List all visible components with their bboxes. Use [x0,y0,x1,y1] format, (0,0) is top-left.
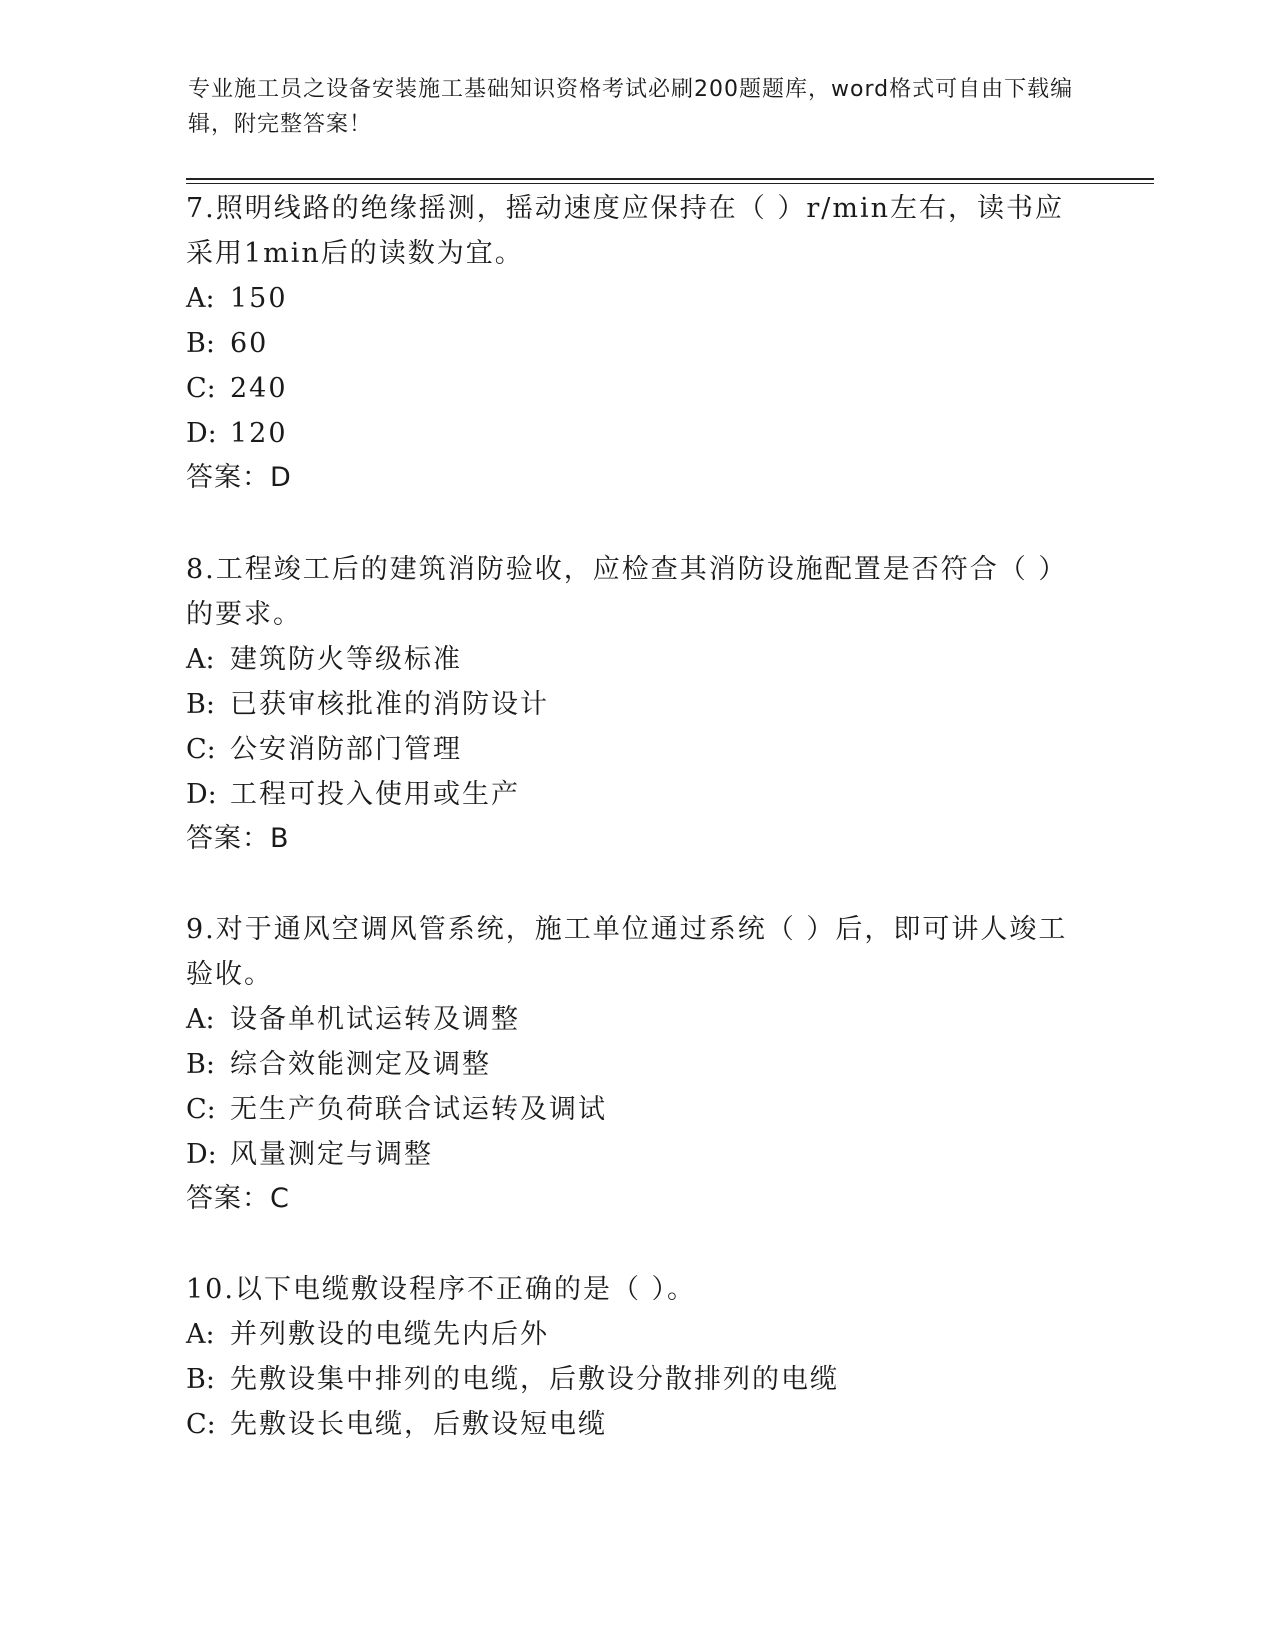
question-stem: 9.对于通风空调风管系统，施工单位通过系统（ ）后，即可讲人竣工验收。 [186,914,1068,990]
option-text: 已获审核批准的消防设计 [230,689,549,720]
option-text: 150 [230,283,288,314]
option-label: A: [186,1004,215,1035]
option-label: D: [186,418,217,449]
option-label: B: [186,328,215,359]
option-text: 风量测定与调整 [230,1139,433,1170]
option-a [186,637,1086,682]
option-label: D: [186,779,217,810]
answer: 答案：C [186,1183,290,1214]
option-label: C: [186,734,216,765]
question-8 [186,547,1086,861]
question-9 [186,907,1086,1221]
option-label: A: [186,283,215,314]
question-stem: 7.照明线路的绝缘摇测，摇动速度应保持在（ ）r/min左右，读书应采用1min后的读数为宜。 [186,193,1064,269]
option-label: A: [186,644,215,675]
header-divider-thin [186,183,1154,184]
option-c [186,727,1086,772]
option-a [186,997,1086,1042]
option-d [186,1132,1086,1177]
option-text: 设备单机试运转及调整 [230,1004,520,1035]
option-c [186,366,1086,411]
header-divider-thick [186,178,1154,180]
option-b [186,321,1086,366]
option-b [186,682,1086,727]
option-text: 先敷设集中排列的电缆，后敷设分散排列的电缆 [230,1364,839,1395]
option-label: C: [186,373,216,404]
option-label: D: [186,1139,217,1170]
option-d [186,772,1086,817]
answer: 答案：D [186,462,292,493]
option-label: C: [186,1409,216,1440]
option-label: B: [186,689,215,720]
option-text: 公安消防部门管理 [230,734,462,765]
option-b [186,1357,1086,1402]
option-text: 240 [230,373,288,404]
option-d [186,411,1086,456]
option-label: C: [186,1094,216,1125]
option-text: 并列敷设的电缆先内后外 [230,1319,549,1350]
question-10 [186,1267,1086,1447]
option-a [186,1312,1086,1357]
question-stem: 10.以下电缆敷设程序不正确的是（ ）。 [186,1274,697,1305]
question-7 [186,186,1086,500]
option-text: 工程可投入使用或生产 [230,779,520,810]
option-text: 建筑防火等级标准 [230,644,462,675]
question-stem: 8.工程竣工后的建筑消防验收，应检查其消防设施配置是否符合（ ）的要求。 [186,554,1068,630]
option-c [186,1087,1086,1132]
option-text: 先敷设长电缆，后敷设短电缆 [230,1409,607,1440]
option-text: 无生产负荷联合试运转及调试 [230,1094,607,1125]
option-b [186,1042,1086,1087]
option-label: B: [186,1364,215,1395]
option-text: 综合效能测定及调整 [230,1049,491,1080]
option-text: 60 [230,328,269,359]
document-header: 专业施工员之设备安装施工基础知识资格考试必刷200题题库，word格式可自由下载编辑，附完整答案！ [188,77,1074,137]
option-text: 120 [230,418,288,449]
answer: 答案：B [186,823,290,854]
option-a [186,276,1086,321]
option-c [186,1402,1086,1447]
option-label: A: [186,1319,215,1350]
option-label: B: [186,1049,215,1080]
